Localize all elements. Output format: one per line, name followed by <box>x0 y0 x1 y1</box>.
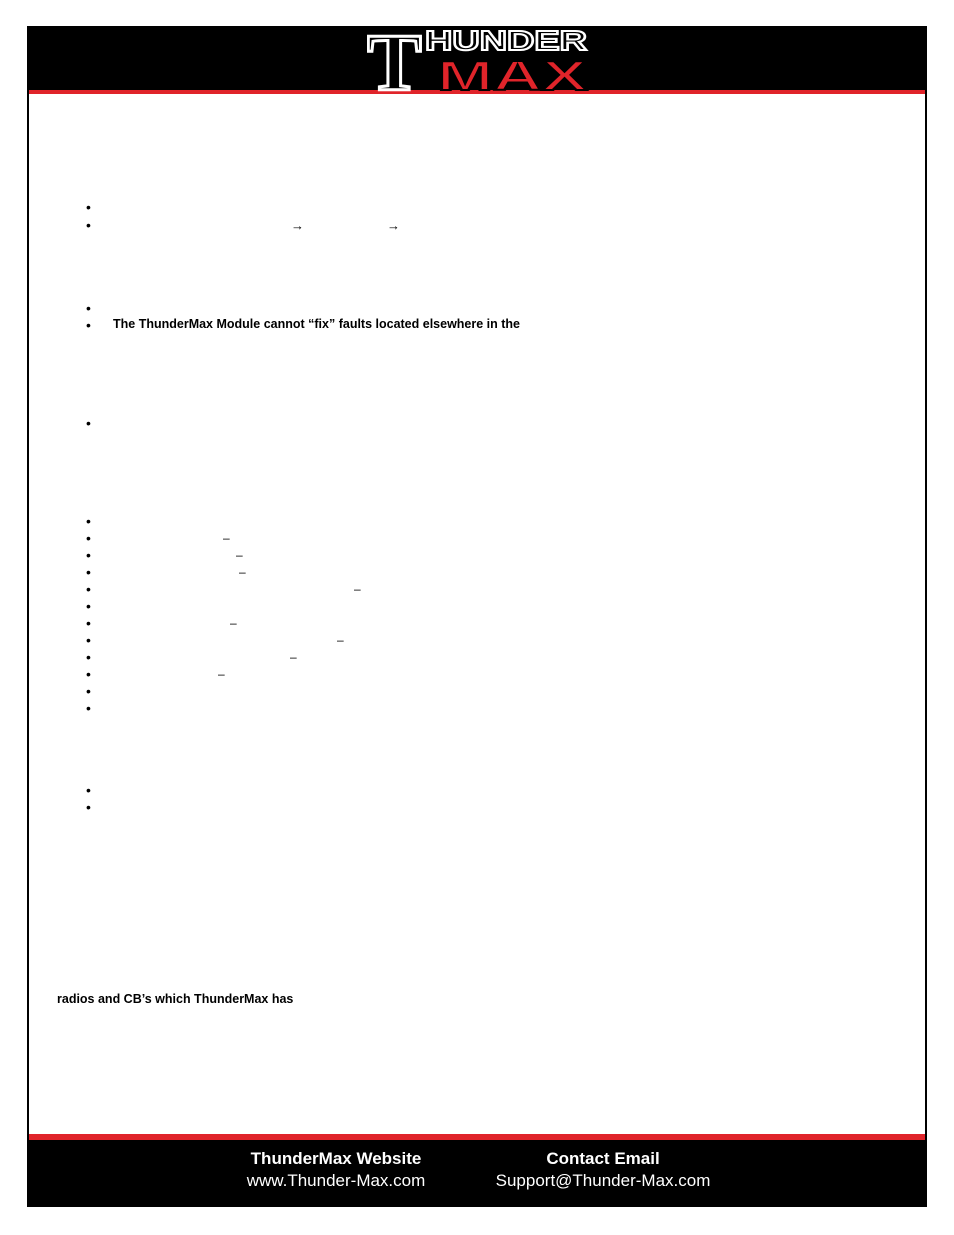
dash-mark: – <box>290 650 297 664</box>
logo-text-top: HUNDER <box>425 25 587 56</box>
list-bullet: • <box>86 700 91 716</box>
email-link[interactable]: Support@Thunder-Max.com <box>495 1171 711 1190</box>
list-bullet: • <box>86 564 91 580</box>
dash-mark: – <box>337 633 344 647</box>
header-bar <box>29 20 925 94</box>
website-label: ThunderMax Website <box>250 1149 422 1168</box>
list-bullet: • <box>86 632 91 648</box>
list-bullet: • <box>86 649 91 665</box>
list-bullet: • <box>86 615 91 631</box>
list-bullet: • <box>86 782 91 798</box>
dash-mark: – <box>230 616 237 630</box>
dash-mark: – <box>236 548 243 562</box>
list-bullet: • <box>86 683 91 699</box>
arrow-icon: → <box>387 218 400 233</box>
dash-mark: – <box>218 667 225 681</box>
page-frame <box>27 20 927 1207</box>
list-bullet: • <box>86 317 91 333</box>
body-text-bold: radios and CB’s which ThunderMax has <box>57 992 294 1006</box>
dash-mark: – <box>354 582 361 596</box>
list-bullet: • <box>86 581 91 597</box>
logo-letter: T <box>367 20 422 92</box>
dash-mark: – <box>223 531 230 545</box>
website-link[interactable]: www.Thunder-Max.com <box>246 1171 426 1190</box>
list-bullet: • <box>86 598 91 614</box>
list-bullet: • <box>86 547 91 563</box>
thundermax-logo-icon <box>367 20 591 92</box>
list-bullet: • <box>86 513 91 529</box>
footer-bar <box>29 1134 925 1205</box>
footer-email <box>475 1148 731 1192</box>
email-label: Contact Email <box>546 1149 660 1168</box>
dash-mark: – <box>239 565 246 579</box>
list-bullet: • <box>86 530 91 546</box>
list-bullet: • <box>86 199 91 215</box>
list-bullet: • <box>86 799 91 815</box>
arrow-icon: → <box>291 218 304 233</box>
logo-text-bottom: MAX <box>437 52 587 92</box>
footer-website <box>225 1148 447 1192</box>
list-bullet: • <box>86 217 91 233</box>
list-bullet: • <box>86 300 91 316</box>
body-text-bold: The ThunderMax Module cannot “fix” faults located elsewhere in the <box>113 317 521 331</box>
list-bullet: • <box>86 666 91 682</box>
list-bullet: • <box>86 415 91 431</box>
